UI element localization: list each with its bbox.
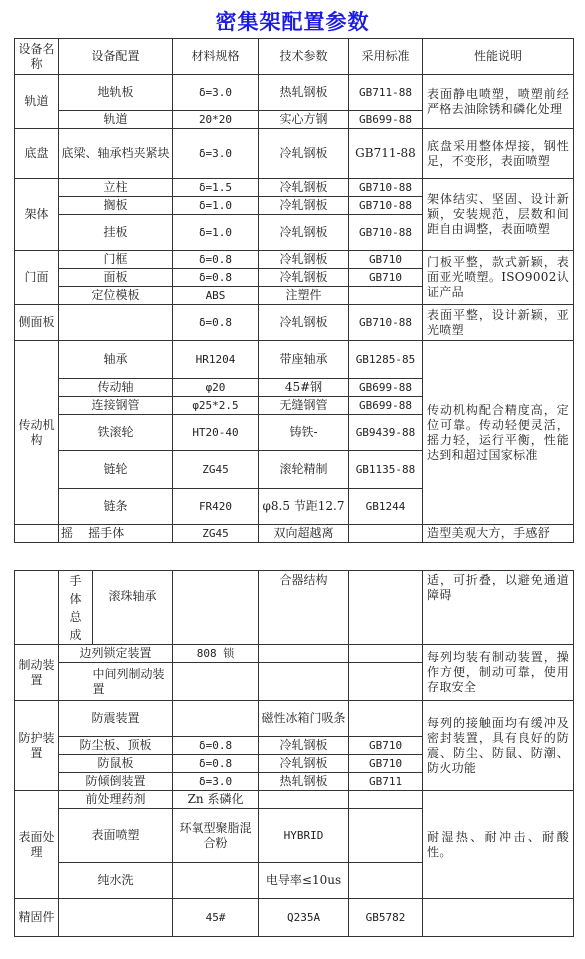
param-cell: 电导率≤10us <box>259 863 349 899</box>
std-cell: GB710 <box>349 737 423 755</box>
config-cell: 定位模板 <box>59 287 173 305</box>
std-cell: GB711-88 <box>349 129 423 179</box>
config-cell <box>59 899 173 937</box>
header-spec: 材料规格 <box>173 39 259 75</box>
std-cell: GB699-88 <box>349 111 423 129</box>
config-table-part-2 <box>14 570 574 937</box>
table-row <box>15 791 574 809</box>
config-cell: 防尘板、顶板 <box>59 737 173 755</box>
config-cell <box>59 305 173 341</box>
config-cell: 防震装置 <box>59 701 173 737</box>
spec-cell: δ=1.0 <box>173 197 259 215</box>
category-drive: 传动机构 <box>15 341 59 525</box>
table-row <box>15 251 574 269</box>
desc-brake: 每列均装有制动装置，操作方便，制动可靠，使用存取安全 <box>423 645 574 701</box>
param-cell: Q235A <box>259 899 349 937</box>
param-cell: 铸铁- <box>259 415 349 451</box>
param-cell: 无缝钢管 <box>259 397 349 415</box>
table-row <box>15 645 574 663</box>
spec-cell: φ20 <box>173 379 259 397</box>
handle-assembly-char: 总 <box>69 609 82 624</box>
table-row <box>15 129 574 179</box>
std-cell: GB711 <box>349 773 423 791</box>
param-cell: 热轧钢板 <box>259 75 349 111</box>
config-cell <box>59 525 173 543</box>
desc-base: 底盘采用整体焊接，钢性足，不变形，表面喷塑 <box>423 129 574 179</box>
spec-cell: δ=3.0 <box>173 773 259 791</box>
param-cell: 实心方钢 <box>259 111 349 129</box>
param-cell: 带座轴承 <box>259 341 349 379</box>
config-cell: 边列锁定装置 <box>59 645 173 663</box>
spec-cell: δ=0.8 <box>173 737 259 755</box>
header-row <box>15 39 574 75</box>
param-cell: HYBRID <box>259 809 349 863</box>
category-brake: 制动装置 <box>15 645 59 701</box>
spec-cell: 环氧型聚脂混合粉 <box>173 809 259 863</box>
std-cell: GB1135-88 <box>349 451 423 489</box>
spec-cell: 808 锁 <box>173 645 259 663</box>
param-cell: 磁性冰箱门吸条 <box>259 701 349 737</box>
table-row <box>15 179 574 197</box>
spec-cell: 20*20 <box>173 111 259 129</box>
spec-cell: δ=0.8 <box>173 269 259 287</box>
handle-assembly-char: 体 <box>69 591 82 606</box>
table-row <box>15 341 574 379</box>
param-cell: 冷轧钢板 <box>259 305 349 341</box>
config-cell: 面板 <box>59 269 173 287</box>
param-cell: 热轧钢板 <box>259 773 349 791</box>
desc-rail: 表面静电喷塑，喷塑前经严格去油除锈和磷化处理 <box>423 75 574 129</box>
category-surface: 表面处理 <box>15 791 59 899</box>
desc-handle-cont: 适，可折叠，以避免通道障碍 <box>423 571 574 645</box>
param-cell: 双向超越离 <box>259 525 349 543</box>
std-cell <box>349 663 423 701</box>
spec-cell: ZG45 <box>173 525 259 543</box>
desc-fastener <box>423 899 574 937</box>
param-cell: 冷轧钢板 <box>259 215 349 251</box>
category-protection: 防护装置 <box>15 701 59 791</box>
std-cell: GB9439-88 <box>349 415 423 451</box>
std-cell: GB710-88 <box>349 197 423 215</box>
param-cell: φ8.5 节距12.7 <box>259 489 349 525</box>
category-frame: 架体 <box>15 179 59 251</box>
config-cell: 传动轴 <box>59 379 173 397</box>
desc-side-panel: 表面平整，设计新颖，亚光喷塑 <box>423 305 574 341</box>
config-cell: 链条 <box>59 489 173 525</box>
param-cell: 合器结构 <box>259 571 349 645</box>
spec-cell <box>173 571 259 645</box>
config-cell: 底梁、轴承档夹紧块 <box>59 129 173 179</box>
param-cell: 冷轧钢板 <box>259 179 349 197</box>
config-cell: 链轮 <box>59 451 173 489</box>
category-rail: 轨道 <box>15 75 59 129</box>
config-cell: 防鼠板 <box>59 755 173 773</box>
config-cell: 轨道 <box>59 111 173 129</box>
std-cell <box>349 287 423 305</box>
std-cell: GB710-88 <box>349 305 423 341</box>
config-cell: 门框 <box>59 251 173 269</box>
ball-bearing-label: 滚珠轴承 <box>93 571 173 645</box>
spec-cell: 45# <box>173 899 259 937</box>
category-fastener: 精固件 <box>15 899 59 937</box>
table-row <box>15 525 574 543</box>
std-cell <box>349 525 423 543</box>
category-handle-start <box>15 525 59 543</box>
spec-cell: HR1204 <box>173 341 259 379</box>
category-door: 门面 <box>15 251 59 305</box>
config-cell: 防倾倒装置 <box>59 773 173 791</box>
desc-frame: 架体结实、坚固、设计新颖，安装规范，层数和间距自由调整，表面喷塑 <box>423 179 574 251</box>
table-row <box>15 305 574 341</box>
desc-protection: 每列的接触面均有缓冲及密封装置，具有良好的防震、防尘、防鼠、防潮、防火功能 <box>423 701 574 791</box>
handle-assembly-char: 手 <box>69 573 82 588</box>
std-cell: GB710 <box>349 269 423 287</box>
spec-cell: Zn 系磷化 <box>173 791 259 809</box>
desc-drive: 传动机构配合精度高，定位可靠。传动轻便灵活，摇力轻，运行平衡，性能达到和超过国家标准 <box>423 341 574 525</box>
std-cell: GB710 <box>349 251 423 269</box>
param-cell: 注塑件 <box>259 287 349 305</box>
spec-cell: δ=1.0 <box>173 215 259 251</box>
param-cell <box>259 645 349 663</box>
category-base: 底盘 <box>15 129 59 179</box>
config-cell: 搁板 <box>59 197 173 215</box>
std-cell: GB710-88 <box>349 215 423 251</box>
category-handle-cont <box>15 571 59 645</box>
param-cell <box>259 791 349 809</box>
std-cell <box>349 863 423 899</box>
desc-surface: 耐湿热、耐冲击、耐酸性。 <box>423 791 574 899</box>
page-title: 密集架配置参数 <box>215 10 370 34</box>
param-cell: 冷轧钢板 <box>259 269 349 287</box>
std-cell <box>349 571 423 645</box>
header-device-name: 设备名称 <box>15 39 59 75</box>
spec-cell: δ=3.0 <box>173 129 259 179</box>
config-cell: 连接钢管 <box>59 397 173 415</box>
spec-cell <box>173 663 259 701</box>
param-cell <box>259 663 349 701</box>
config-cell: 地轨板 <box>59 75 173 111</box>
spec-cell: δ=3.0 <box>173 75 259 111</box>
param-cell: 冷轧钢板 <box>259 251 349 269</box>
config-indent <box>59 663 93 701</box>
header-performance: 性能说明 <box>423 39 574 75</box>
spec-cell: ZG45 <box>173 451 259 489</box>
spec-cell <box>173 863 259 899</box>
std-cell: GB710 <box>349 755 423 773</box>
spec-cell: HT20-40 <box>173 415 259 451</box>
spec-cell: δ=0.8 <box>173 251 259 269</box>
config-cell: 轴承 <box>59 341 173 379</box>
spec-cell <box>173 701 259 737</box>
std-cell: GB699-88 <box>349 379 423 397</box>
header-param: 技术参数 <box>259 39 349 75</box>
config-cell: 前处理药剂 <box>59 791 173 809</box>
std-cell: GB1285-85 <box>349 341 423 379</box>
config-table-part-1 <box>14 38 574 543</box>
std-cell: GB710-88 <box>349 179 423 197</box>
spec-cell: δ=0.8 <box>173 755 259 773</box>
config-cell: 立柱 <box>59 179 173 197</box>
header-standard: 采用标准 <box>349 39 423 75</box>
handle-assembly-label <box>59 571 93 645</box>
config-cell: 中间列制动装置 <box>93 663 173 701</box>
std-cell: GB5782 <box>349 899 423 937</box>
std-cell: GB699-88 <box>349 397 423 415</box>
param-cell: 滚轮精制 <box>259 451 349 489</box>
param-cell: 45#钢 <box>259 379 349 397</box>
param-cell: 冷轧钢板 <box>259 755 349 773</box>
spec-cell: φ25*2.5 <box>173 397 259 415</box>
table-row <box>15 571 574 645</box>
config-cell: 挂板 <box>59 215 173 251</box>
header-config: 设备配置 <box>59 39 173 75</box>
table-row <box>15 899 574 937</box>
std-cell: GB1244 <box>349 489 423 525</box>
config-cell: 表面喷塑 <box>59 809 173 863</box>
std-cell <box>349 645 423 663</box>
table-row <box>15 701 574 737</box>
desc-door: 门板平整，款式新颖，表面亚光喷塑。ISO9002认证产品 <box>423 251 574 305</box>
spec-cell: δ=0.8 <box>173 305 259 341</box>
config-cell: 铁滚轮 <box>59 415 173 451</box>
param-cell: 冷轧钢板 <box>259 197 349 215</box>
table-row <box>15 75 574 111</box>
category-handle-char: 摇 <box>61 526 74 540</box>
handle-body-label: 摇手体 <box>88 526 125 540</box>
spec-cell: FR420 <box>173 489 259 525</box>
desc-handle-top: 造型美观大方，手感舒 <box>423 525 574 543</box>
param-cell: 冷轧钢板 <box>259 737 349 755</box>
spec-cell: ABS <box>173 287 259 305</box>
config-cell: 纯水洗 <box>59 863 173 899</box>
handle-assembly-char: 成 <box>69 627 82 642</box>
category-side-panel: 侧面板 <box>15 305 59 341</box>
std-cell: GB711-88 <box>349 75 423 111</box>
spec-cell: δ=1.5 <box>173 179 259 197</box>
std-cell <box>349 791 423 809</box>
std-cell <box>349 701 423 737</box>
param-cell: 冷轧钢板 <box>259 129 349 179</box>
std-cell <box>349 809 423 863</box>
